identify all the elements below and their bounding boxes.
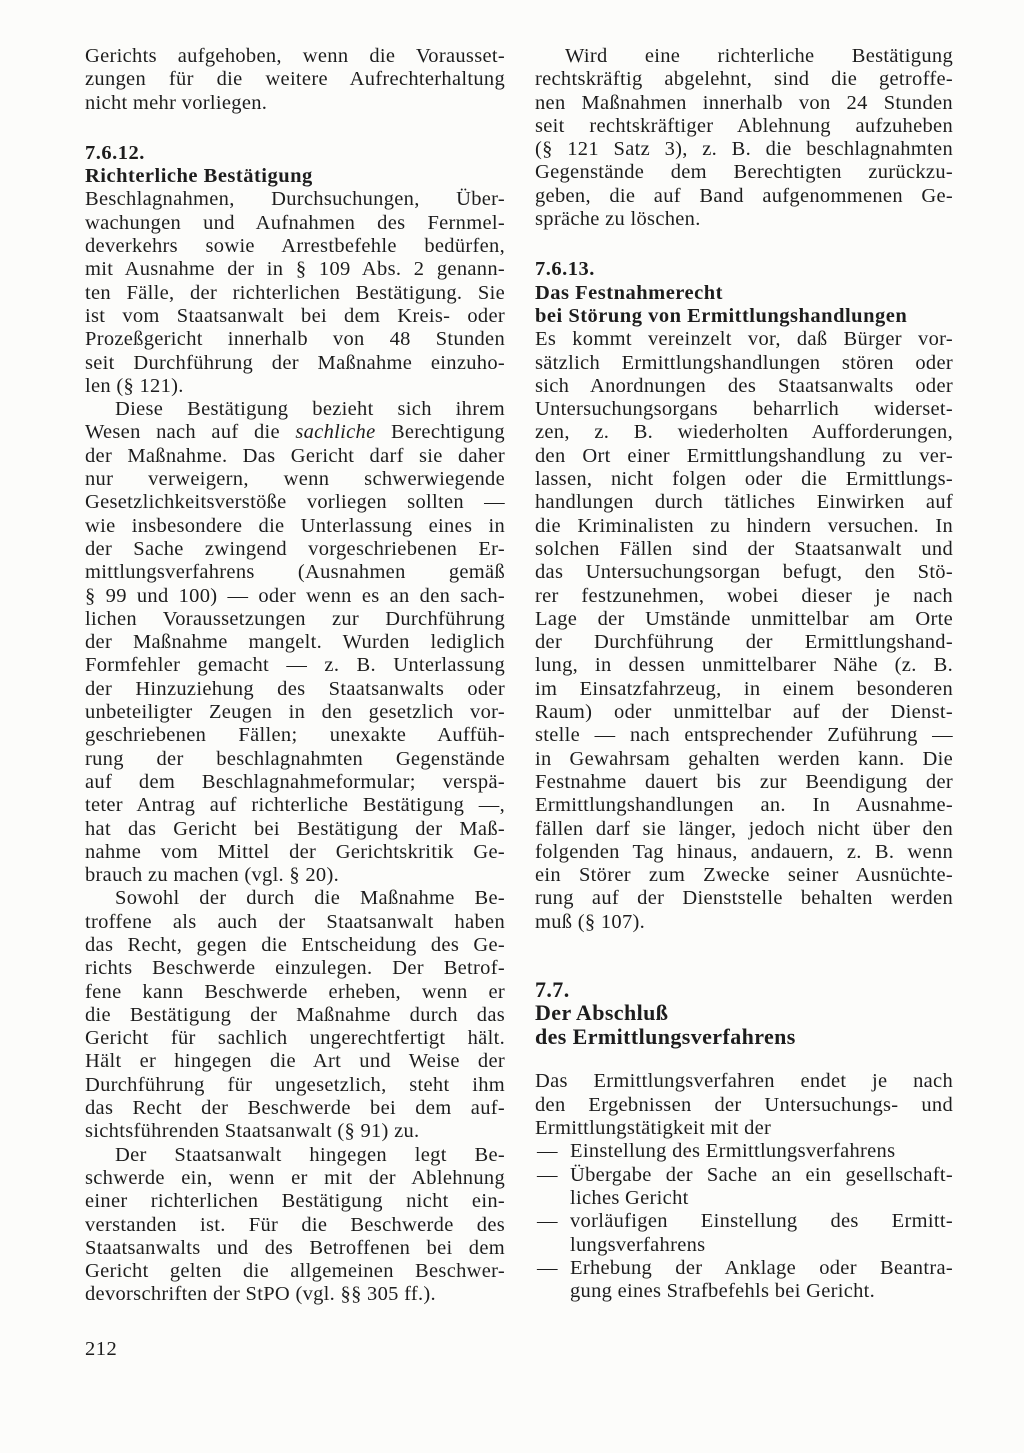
text-line: den Ort einer Ermittlungshandlung zu ver-	[535, 444, 953, 467]
text-line: nicht mehr vorliegen.	[85, 91, 268, 114]
paragraph	[85, 398, 505, 887]
text-line: lassen, nicht folgen oder die Ermittlungs-	[535, 468, 953, 491]
text-line: nur verweigern, wenn schwerwiegende	[85, 468, 505, 491]
text-line: das Recht der Beschwerde bei dem auf-	[85, 1097, 505, 1120]
text-line: Lage der Umstände unmittelbar am Orte	[535, 607, 953, 630]
text-line: Gericht für sachlich ungerechtfertigt hält.	[85, 1027, 505, 1050]
list-item	[535, 1210, 953, 1257]
text-line: spräche zu löschen.	[535, 208, 701, 231]
heading-line: des Ermittlungsverfahrens	[535, 1023, 796, 1049]
text-line: rechtskräftig abgelehnt, sind die getroffe-	[535, 68, 953, 91]
text-line: Wird eine richterliche Bestätigung	[565, 45, 953, 67]
heading-line: Richterliche Bestätigung	[85, 165, 313, 188]
text-line: geschriebenen Fällen; unexakte Auffüh-	[85, 724, 505, 747]
text-run: Wesen nach auf die	[85, 421, 280, 444]
text-line: stelle — nach entsprechender Zuführung —	[535, 724, 953, 747]
text-line: brauch zu machen (vgl. § 20).	[85, 864, 340, 887]
left-text-column	[85, 45, 505, 1307]
text-line: Formfehler gemacht — z. B. Unterlassung	[85, 654, 505, 677]
heading-line: 7.7.	[535, 976, 570, 1002]
text-line: mit Ausnahme der in § 109 Abs. 2 genann-	[85, 258, 505, 281]
text-line: deverkehrs sowie Arrestbefehle bedürfen,	[85, 235, 505, 258]
heading-line: bei Störung von Ermittlungshandlungen	[535, 304, 908, 327]
text-line: Staatsanwalts und des Betroffenen bei dem	[85, 1236, 505, 1259]
text-line: Prozeßgericht innerhalb von 48 Stunden	[85, 328, 505, 351]
text-line	[85, 421, 505, 444]
text-line: mittlungsverfahrens (Ausnahmen gemäß	[85, 561, 505, 584]
text-line: Sowohl der durch die Maßnahme Be-	[115, 887, 505, 910]
text-line: sichtsführenden Staatsanwalt (§ 91) zu.	[85, 1120, 420, 1143]
text-line: hat das Gericht bei Bestätigung der Maß-	[85, 817, 505, 840]
list-dash: —	[537, 1256, 558, 1279]
text-line: einer richterlichen Bestätigung nicht ein-	[85, 1190, 505, 1213]
text-line: die Kriminalisten zu hindern versuchen. In	[535, 514, 953, 537]
right-text-column	[535, 45, 953, 1303]
text-line: Festnahme dauert bis zur Beendigung der	[535, 770, 953, 793]
text-line: wie insbesondere die Unterlassung eines in	[85, 514, 505, 537]
text-line: Es kommt vereinzelt vor, daß Bürger vor-	[535, 328, 953, 351]
text-line: den Ergebnissen der Untersuchungs- und	[535, 1093, 953, 1116]
paragraph	[85, 45, 505, 115]
text-line: verstanden ist. Für die Beschwerde des	[85, 1213, 505, 1236]
text-line: wachungen und Aufnahmen des Fernmel-	[85, 211, 505, 234]
heading-line: Der Abschluß	[535, 1000, 669, 1026]
section-heading	[535, 258, 953, 328]
text-line: Hält er hingegen die Art und Weise der	[85, 1050, 505, 1073]
text-line: gung eines Strafbefehls bei Gericht.	[570, 1280, 876, 1303]
text-line: das Untersuchungsorgan befugt, den Stö-	[535, 561, 953, 584]
paragraph	[535, 1070, 953, 1140]
text-line: Diese Bestätigung bezieht sich ihrem	[115, 398, 505, 421]
text-line: Raum) oder unmittelbar auf der Dienst-	[535, 701, 953, 724]
text-line: fene kann Beschwerde erheben, wenn er	[85, 980, 505, 1003]
text-line: zungen für die weitere Aufrechterhaltung	[85, 68, 505, 91]
text-line: sich Anordnungen des Staatsanwalts oder	[535, 374, 953, 397]
text-line: Das Ermittlungsverfahren endet je nach	[535, 1070, 953, 1093]
emphasis: sachliche	[295, 421, 376, 444]
text-line: ten Fälle, der richterlichen Bestätigung. Sie	[85, 281, 505, 304]
dash-list	[535, 1140, 953, 1303]
text-line: lungsverfahrens	[570, 1233, 706, 1256]
text-line: handlungen durch tätliches Einwirken auf	[535, 491, 953, 514]
text-line: lung, in dessen unmittelbarer Nähe (z. B.	[535, 654, 953, 677]
list-dash: —	[537, 1210, 558, 1233]
paragraph	[535, 45, 953, 231]
text-line: geben, die auf Band aufgenommenen Ge-	[535, 184, 953, 207]
text-line: Der Staatsanwalt hingegen legt Be-	[115, 1143, 505, 1166]
section-heading	[85, 142, 505, 189]
list-dash: —	[537, 1163, 558, 1186]
text-line: solchen Fällen sind der Staatsanwalt und	[535, 537, 953, 560]
text-line: rung auf der Dienststelle behalten werden	[535, 887, 953, 910]
list-item	[535, 1140, 953, 1163]
text-line: der Hinzuziehung des Staatsanwalts oder	[85, 677, 505, 700]
paragraph	[85, 887, 505, 1143]
list-item-text	[570, 1257, 953, 1304]
text-line: Gesetzlichkeitsverstöße vorliegen sollten —	[85, 491, 505, 514]
text-line: Gegenstände dem Berechtigten zurückzu-	[535, 161, 953, 184]
paragraph	[535, 328, 953, 934]
paragraph	[85, 188, 505, 398]
heading-line: 7.6.12.	[85, 141, 145, 164]
text-line: ist vom Staatsanwalt bei dem Kreis- oder	[85, 304, 505, 327]
text-line: schwerde ein, wenn er mit der Ablehnung	[85, 1166, 505, 1189]
text-line: teter Antrag auf richterliche Bestätigung —,	[85, 794, 505, 817]
text-line: der Maßnahme mangelt. Wurden lediglich	[85, 631, 505, 654]
text-line: Ermittlungstätigkeit mit der	[535, 1117, 772, 1140]
text-run: Berechtigung	[390, 421, 505, 444]
text-line: nen Maßnahmen innerhalb von 24 Stunden	[535, 91, 953, 114]
text-line: seit Durchführung der Maßnahme einzuho-	[85, 351, 505, 374]
text-line: Gerichts aufgehoben, wenn die Vorausset-	[85, 45, 505, 67]
text-line: len (§ 121).	[85, 374, 184, 397]
text-line: der Durchführung der Ermittlungshand-	[535, 631, 953, 654]
text-line: troffene als auch der Staatsanwalt haben	[85, 910, 505, 933]
text-line: Gericht gelten die allgemeinen Beschwer-	[85, 1260, 505, 1283]
text-line: zen, z. B. wiederholten Aufforderungen,	[535, 421, 953, 444]
list-item	[535, 1164, 953, 1211]
page-number: 212	[85, 1338, 118, 1360]
text-line: Durchführung für ungesetzlich, steht ihm	[85, 1073, 505, 1096]
text-line: nahme vom Mittel der Gerichtskritik Ge-	[85, 840, 505, 863]
list-item-text	[570, 1210, 953, 1257]
text-line: liches Gericht	[570, 1186, 689, 1209]
text-line: Untersuchungsorgans beharrlich widerset-	[535, 398, 953, 421]
paragraph	[85, 1144, 505, 1307]
heading-line: 7.6.13.	[535, 258, 595, 281]
text-line: der Maßnahme. Das Gericht darf sie daher	[85, 444, 505, 467]
text-line: (§ 121 Satz 3), z. B. die beschlagnahmten	[535, 138, 953, 161]
text-line: auf dem Beschlagnahmeformular; verspä-	[85, 770, 505, 793]
text-line: lichen Voraussetzungen zur Durchführung	[85, 607, 505, 630]
text-line: das Recht, gegen die Entscheidung des Ge-	[85, 933, 505, 956]
list-dash: —	[537, 1140, 558, 1163]
text-line: Übergabe der Sache an ein gesellschaft-	[570, 1163, 953, 1186]
text-line: fällen darf sie länger, jedoch nicht über den	[535, 817, 953, 840]
list-item-text	[570, 1164, 953, 1211]
text-line: die Bestätigung der Maßnahme durch das	[85, 1003, 505, 1026]
text-line: folgenden Tag hinaus, andauern, z. B. wenn	[535, 840, 953, 863]
text-line: rung der beschlagnahmten Gegenstände	[85, 747, 505, 770]
text-line: § 99 und 100) — oder wenn es an den sach-	[85, 584, 505, 607]
text-line: der Sache zwingend vorgeschriebenen Er-	[85, 537, 505, 560]
text-line: rer festzunehmen, wobei dieser je nach	[535, 584, 953, 607]
text-line: muß (§ 107).	[535, 910, 646, 933]
text-line: richts Beschwerde einzulegen. Der Betrof-	[85, 957, 505, 980]
text-line: in Gewahrsam gehalten werden kann. Die	[535, 747, 953, 770]
text-line: devorschriften der StPO (vgl. §§ 305 ff.).	[85, 1283, 436, 1306]
text-line: unbeteiligter Zeugen in den gesetzlich vor-	[85, 701, 505, 724]
text-line: vorläufigen Einstellung des Ermitt-	[570, 1210, 953, 1233]
text-line: Beschlagnahmen, Durchsuchungen, Über-	[85, 188, 505, 211]
text-line: Einstellung des Ermittlungsverfahrens	[570, 1140, 896, 1163]
list-item-text	[570, 1140, 953, 1163]
text-line: Erhebung der Anklage oder Beantra-	[570, 1256, 953, 1279]
text-line: seit rechtskräftiger Ablehnung aufzuheben	[535, 114, 953, 137]
text-line: Ermittlungshandlungen an. In Ausnahme-	[535, 794, 953, 817]
text-line: ein Störer zum Zwecke seiner Ausnüchte-	[535, 864, 953, 887]
heading-line: Das Festnahmerecht	[535, 281, 723, 304]
list-item	[535, 1257, 953, 1304]
text-line: im Einsatzfahrzeug, in einem besonderen	[535, 677, 953, 700]
text-line: sätzlich Ermittlungshandlungen stören oder	[535, 351, 953, 374]
section-heading	[535, 978, 953, 1049]
